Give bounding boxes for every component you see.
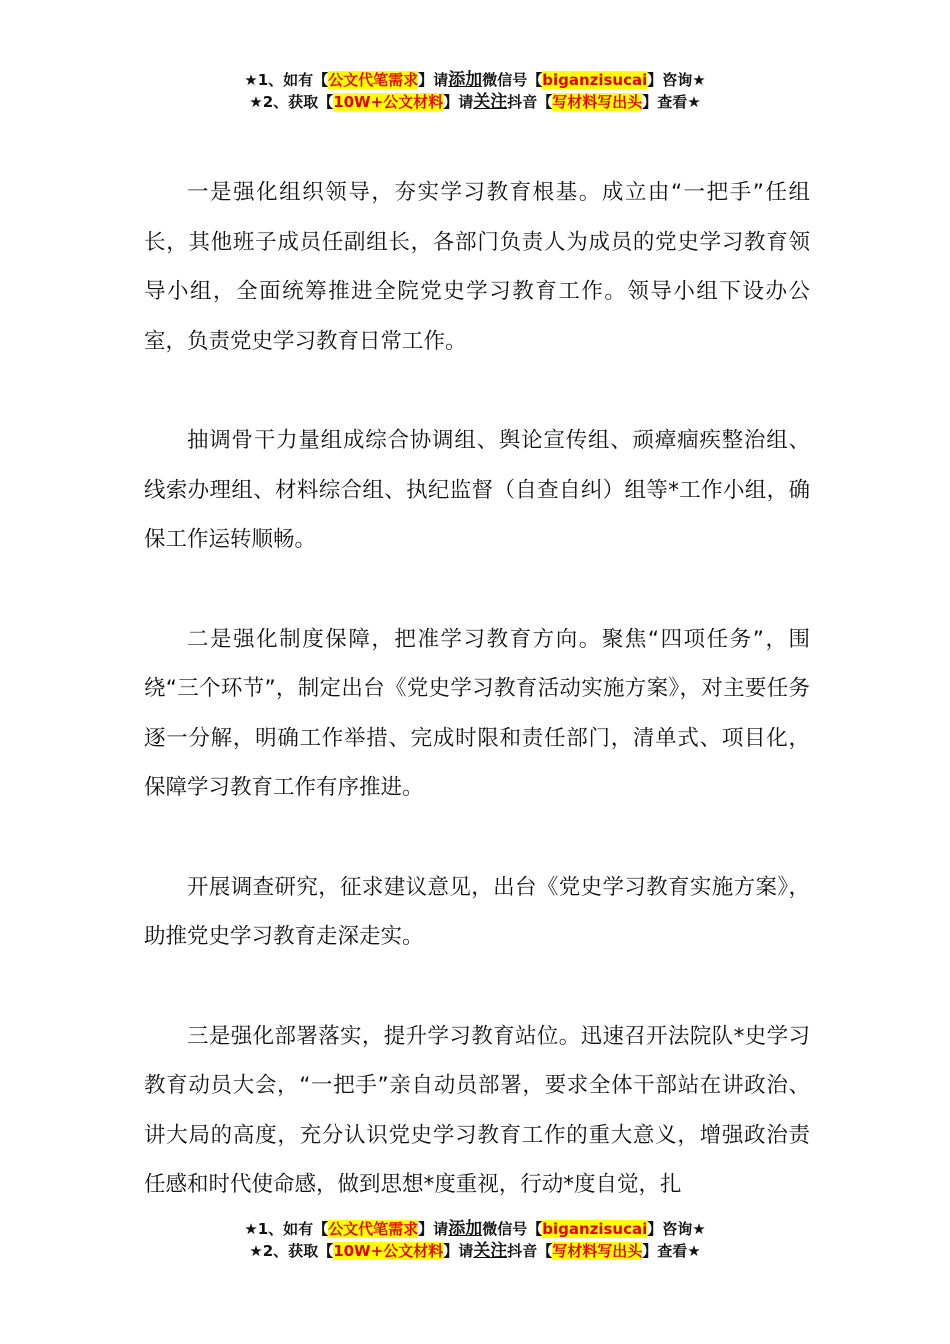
banner-text: 】请 [418,71,449,89]
paragraph-spacer [144,813,810,863]
banner-text: 】请 [443,1242,474,1260]
underlined-text: 关注 [473,92,508,112]
banner-text: 微信号【 [482,1220,543,1238]
paragraph: 开展调查研究，征求建议意见，出台《党史学习教育实施方案》，助推党史学习教育走深走实。 [144,874,810,949]
banner-text: 】咨询★ [647,71,706,89]
banner-line-1 [0,1218,950,1240]
highlight-text: 公文代笔需求 [328,71,419,89]
paragraph: 二是强化制度保障，把准学习教育方向。聚焦“四项任务”，围绕“三个环节”，制定出台《党史学习教育活动实施方案》，对主要任务逐一分解，明确工作举措、完成时限和责任部门，清单式、项目化，保障学习教育工作有序推进。 [144,626,810,800]
banner-text: 】咨询★ [647,1220,706,1238]
highlight-text: 写材料写出头 [552,1242,643,1260]
underlined-text: 添加 [448,70,483,90]
document-body [144,168,810,1210]
highlight-text: 公文代笔需求 [328,1220,419,1238]
paragraph: 一是强化组织领导，夯实学习教育根基。成立由“一把手”任组长，其他班子成员任副组长，各部门负责人为成员的党史学习教育领导小组，全面统筹推进全院党史学习教育工作。领导小组下设办公室，负责党史学习教育日常工作。 [144,180,810,354]
highlight-text: 10W+公文材料 [333,1242,444,1260]
paragraph: 抽调骨干力量组成综合协调组、舆论宣传组、顽瘴痼疾整治组、线索办理组、材料综合组、执纪监督（自查自纠）组等*工作小组，确保工作运转顺畅。 [144,428,810,552]
banner-text: 抖音【 [507,1242,553,1260]
banner-text: 微信号【 [482,71,543,89]
banner-text: ★2、获取【 [249,1242,334,1260]
banner-text: ★1、如有【 [244,1220,329,1238]
header-banner [0,69,950,113]
highlight-text: biganzisucai [542,1220,648,1238]
banner-text: 】查看★ [642,1242,701,1260]
footer-banner [0,1218,950,1262]
paragraph-spacer [144,565,810,615]
banner-text: 】请 [443,93,474,111]
banner-text: ★1、如有【 [244,71,329,89]
paragraph-spacer [144,366,810,416]
highlight-text: 写材料写出头 [552,93,643,111]
banner-text: 】请 [418,1220,449,1238]
banner-text: 】查看★ [642,93,701,111]
banner-line-1 [0,69,950,91]
underlined-text: 添加 [448,1219,483,1239]
highlight-text: 10W+公文材料 [333,93,444,111]
banner-text: ★2、获取【 [249,93,334,111]
paragraph-spacer [144,962,810,1012]
banner-text: 抖音【 [507,93,553,111]
underlined-text: 关注 [473,1241,508,1261]
highlight-text: biganzisucai [542,71,648,89]
banner-line-2 [0,1240,950,1262]
banner-line-2 [0,91,950,113]
paragraph: 三是强化部署落实，提升学习教育站位。迅速召开法院队*史学习教育动员大会，“一把手”亲自动员部署，要求全体干部站在讲政治、讲大局的高度，充分认识党史学习教育工作的重大意义，增强政治责任感和时代使命感，做到思想*度重视，行动*度自觉，扎 [144,1023,810,1197]
